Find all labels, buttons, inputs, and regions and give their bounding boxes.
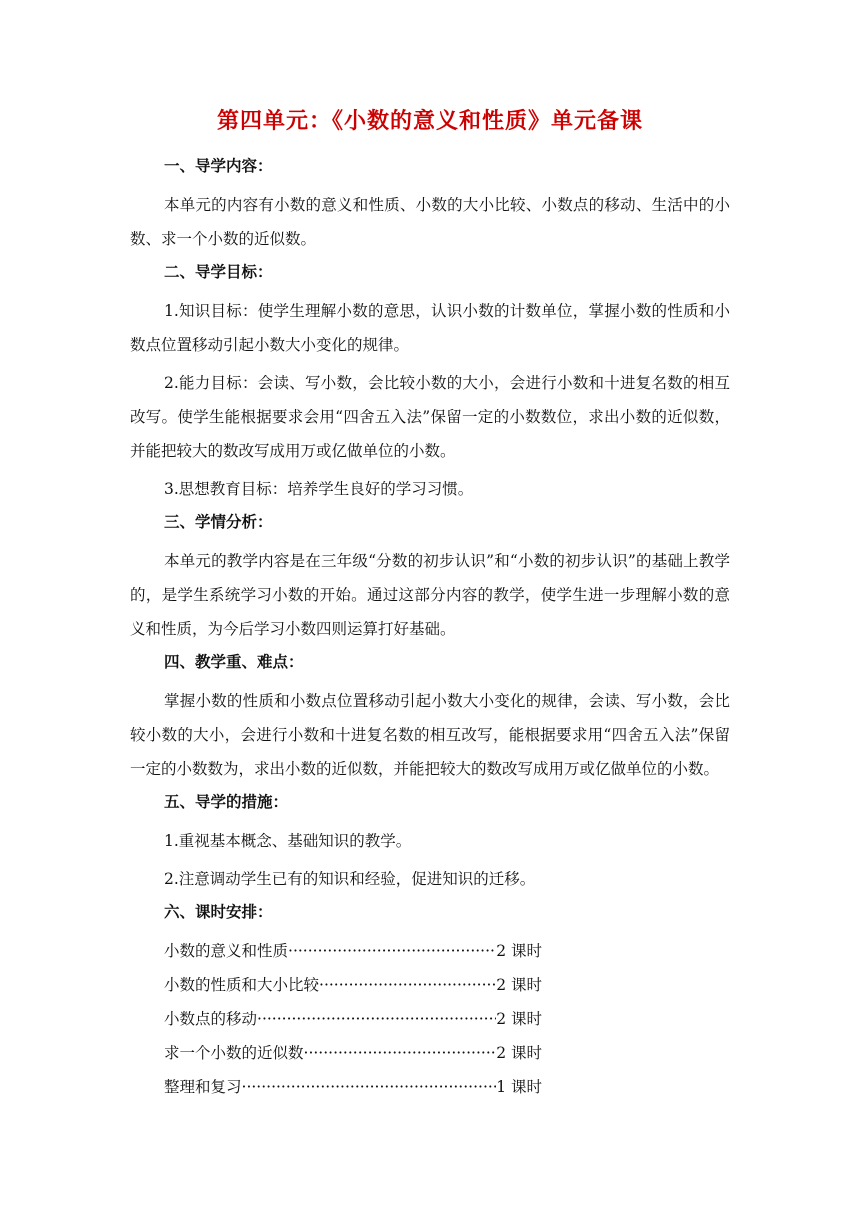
schedule-item [164,934,542,968]
paragraph: 2.注意调动学生已有的知识和经验，促进知识的迁移。 [164,870,536,888]
schedule-item [164,1002,542,1036]
schedule-item-hours: 2 课时 [496,942,542,960]
paragraph: 掌握小数的性质和小数点位置移动引起小数大小变化的规律，会读、写小数，会比较小数的大小，会进行小数和十进复名数的相互改写，能根据要求用“四舍五入法”保留一定的小数数为，求出小数的近似数，并能把较大的数改写成用万或亿做单位的小数。 [130,692,730,778]
section-goals [130,260,730,506]
section-key-points [130,650,730,786]
schedule-item-name: 整理和复习 [164,1078,242,1096]
schedule-item-name: 小数点的移动 [164,1010,258,1028]
leader-dots [319,968,496,1002]
section-content [130,154,730,256]
leader-dots [257,1002,496,1036]
document-body [130,108,730,1104]
leader-dots [304,1036,497,1070]
schedule-item-hours: 2 课时 [496,1010,542,1028]
section-heading: 六、课时安排： [164,903,273,921]
section-analysis [130,510,730,646]
schedule-item-hours: 1 课时 [496,1078,542,1096]
section-heading: 二、导学目标： [164,263,273,281]
paragraph: 2.能力目标：会读、写小数，会比较小数的大小，会进行小数和十进复名数的相互改写。使学生能根据要求会用“四舍五入法”保留一定的小数数位，求出小数的近似数，并能把较大的数改写成用万或亿做单位的小数。 [130,374,730,460]
schedule-item-hours: 2 课时 [496,976,542,994]
schedule-item [164,1036,542,1070]
paragraph: 1.重视基本概念、基础知识的教学。 [164,832,412,850]
section-schedule [130,900,730,1104]
paragraph: 1.知识目标：使学生理解小数的意思，认识小数的计数单位，掌握小数的性质和小数点位置移动引起小数大小变化的规律。 [130,302,730,354]
schedule-item [164,1070,542,1104]
schedule-item-name: 求一个小数的近似数 [164,1044,304,1062]
schedule-item-name: 小数的意义和性质 [164,942,289,960]
schedule-item [164,968,542,1002]
leader-dots [242,1070,497,1104]
schedule-item-hours: 2 课时 [496,1044,542,1062]
section-heading: 五、导学的措施： [164,793,289,811]
section-measures [130,790,730,896]
leader-dots [288,934,496,968]
schedule-item-name: 小数的性质和大小比较 [164,976,320,994]
section-heading: 三、学情分析： [164,513,273,531]
document-title: 第四单元：《小数的意义和性质》单元备课 [216,109,643,134]
paragraph: 3.思想教育目标：培养学生良好的学习习惯。 [164,480,474,498]
section-heading: 四、教学重、难点： [164,653,304,671]
schedule-list [130,934,730,1104]
paragraph: 本单元的内容有小数的意义和性质、小数的大小比较、小数点的移动、生活中的小数、求一个小数的近似数。 [130,196,730,248]
paragraph: 本单元的教学内容是在三年级“分数的初步认识”和“小数的初步认识”的基础上教学的，是学生系统学习小数的开始。通过这部分内容的教学，使学生进一步理解小数的意义和性质，为今后学习小数四则运算打好基础。 [130,552,730,638]
section-heading: 一、导学内容： [164,157,273,175]
